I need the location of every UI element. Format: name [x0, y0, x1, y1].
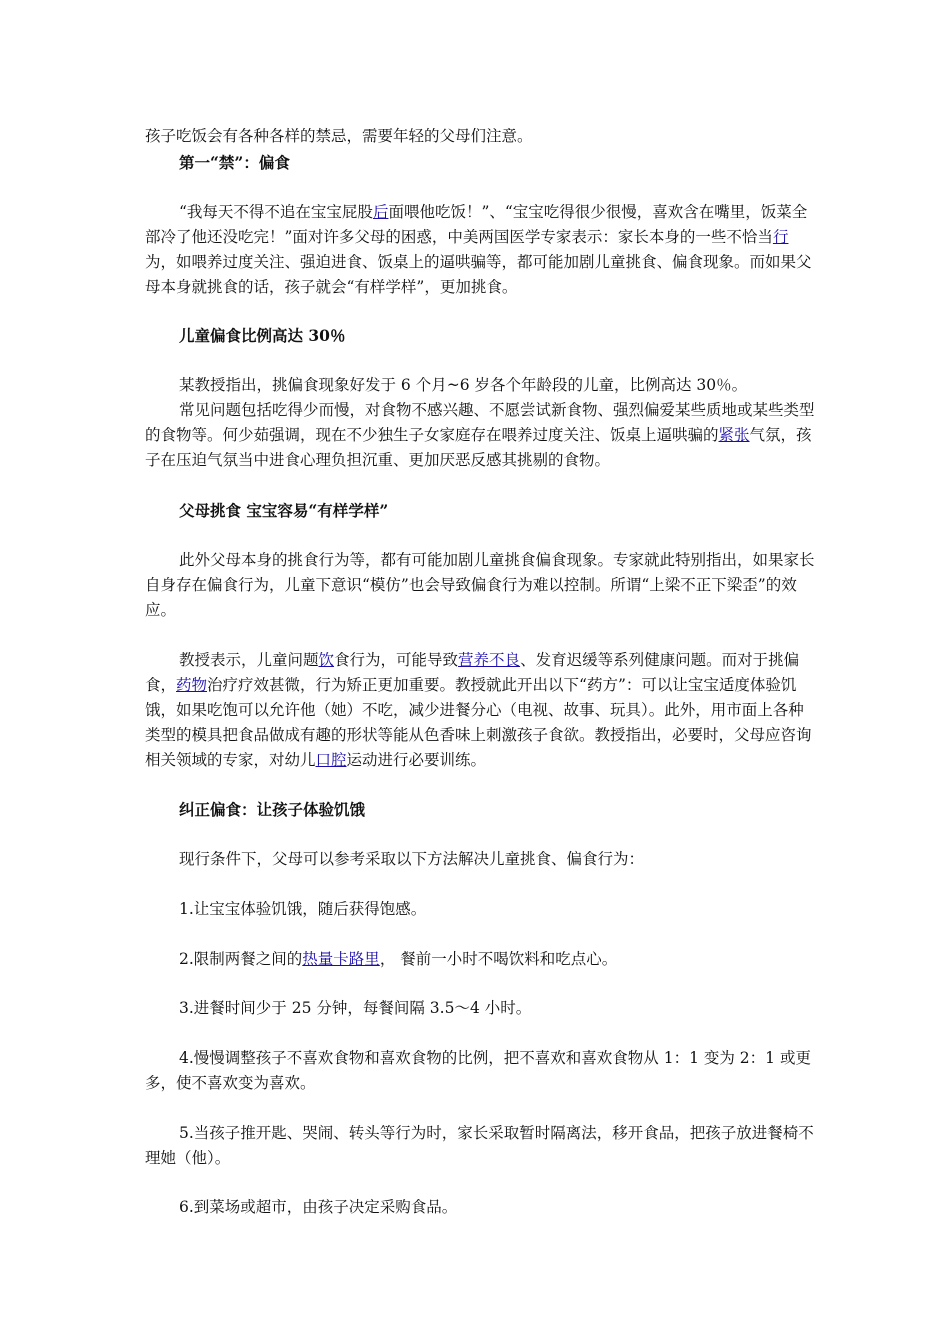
text-span: 教授表示，儿童问题 — [179, 651, 319, 669]
text-span: 面喂他吃饭！”、“宝宝吃得很少很慢，喜欢含在嘴里，饭菜全部冷了他还没吃完！”面对许多父母的困惑，中美两国医学专家表示：家长本身的一些不恰当 — [145, 203, 808, 246]
heading-correct-picky: 纠正偏食：让孩子体验饥饿 — [179, 800, 366, 819]
paragraph-parent-difficulties — [145, 200, 817, 300]
list-item-2 — [145, 947, 817, 972]
text-span: 治疗疗效甚微，行为矫正更加重要。教授就此开出以下“药方”：可以让宝宝适度体验饥饿，如果吃饱可以允许他（她）不吃，减少进餐分心（电视、故事、玩具）。此外，用市面上各种类型的模具把食品做成有趣的形状等能从色香味上刺激孩子食欲。教授指出，必要时，父母应咨询相关领域的专家，对幼儿 — [145, 676, 812, 769]
text-span: 常见问题包括吃得少而慢，对食物不感兴趣、不愿尝试新食物、强烈偏爱某些质地或某些类型的食物等。何少茹强调，现在不少独生子女家庭存在喂养过度关注、饭桌上逼哄骗的 — [145, 401, 815, 444]
heading-first-taboo: 第一“禁”：偏食 — [179, 153, 290, 172]
list-item-1: 1.让宝宝体验饥饿，随后获得饱感。 — [179, 900, 427, 918]
heading-picky-ratio: 儿童偏食比例高达 30％ — [179, 326, 346, 345]
text-span: ， 餐前一小时不喝饮料和吃点心。 — [379, 950, 618, 968]
text-span: 运动进行必要训练。 — [346, 751, 487, 769]
heading-parents-picky: 父母挑食 宝宝容易“有样学样” — [179, 501, 389, 520]
text-span: “我每天不得不追在宝宝屁股 — [179, 203, 373, 221]
link-yin[interactable]: 饮 — [318, 651, 335, 669]
text-span: 为，如喂养过度关注、强迫进食、饭桌上的逼哄骗等，都可能加剧儿童挑食、偏食现象。而如果父母本身就挑食的话，孩子就会“有样学样”，更加挑食。 — [145, 253, 812, 296]
list-item-3: 3.进餐时间少于 25 分钟，每餐间隔 3.5～4 小时。 — [179, 999, 532, 1017]
list-item-5: 5.当孩子推开匙、哭闹、转头等行为时，家长采取暂时隔离法，移开食品，把孩子放进餐椅不理她（他）。 — [145, 1124, 814, 1167]
paragraph-parent-behavior: 此外父母本身的挑食行为等，都有可能加剧儿童挑食偏食现象。专家就此特别指出，如果家长自身存在偏食行为，儿童下意识“模仿”也会导致偏食行为难以控制。所谓“上梁不正下梁歪”的效应。 — [145, 551, 815, 619]
text-span: 2.限制两餐之间的 — [179, 950, 303, 968]
paragraph-common-problems — [145, 398, 817, 473]
link-hou[interactable]: 后 — [372, 203, 389, 221]
text-span: 、发育迟缓等系列健康问题。而对于挑偏食， — [145, 651, 800, 694]
text-span: 气氛，孩子在压迫气氛当中进食心理负担沉重、更加厌恶反感其挑剔的食物。 — [145, 426, 812, 469]
link-jinzhang[interactable]: 紧张 — [718, 426, 750, 444]
paragraph-professor-ratio: 某教授指出，挑偏食现象好发于 6 个月~6 岁各个年龄段的儿童，比例高达 30％。 — [179, 376, 748, 394]
link-calories[interactable]: 热量卡路里 — [302, 950, 380, 968]
list-item-4: 4.慢慢调整孩子不喜欢食物和喜欢食物的比例，把不喜欢和喜欢食物从 1：1 变为 2：1 或更多，使不喜欢变为喜欢。 — [145, 1049, 811, 1092]
link-oral[interactable]: 口腔 — [315, 751, 347, 769]
link-xing[interactable]: 行 — [772, 228, 789, 246]
paragraph-professor-prescription — [145, 648, 817, 773]
link-medicine[interactable]: 药物 — [176, 676, 208, 694]
link-malnutrition[interactable]: 营养不良 — [458, 651, 521, 669]
text-span: 食行为，可能导致 — [334, 651, 459, 669]
intro-paragraph: 孩子吃饭会有各种各样的禁忌，需要年轻的父母们注意。 — [145, 127, 533, 145]
list-item-6: 6.到菜场或超市，由孩子决定采购食品。 — [179, 1198, 458, 1216]
paragraph-methods-intro: 现行条件下，父母可以参考采取以下方法解决儿童挑食、偏食行为： — [179, 850, 645, 868]
